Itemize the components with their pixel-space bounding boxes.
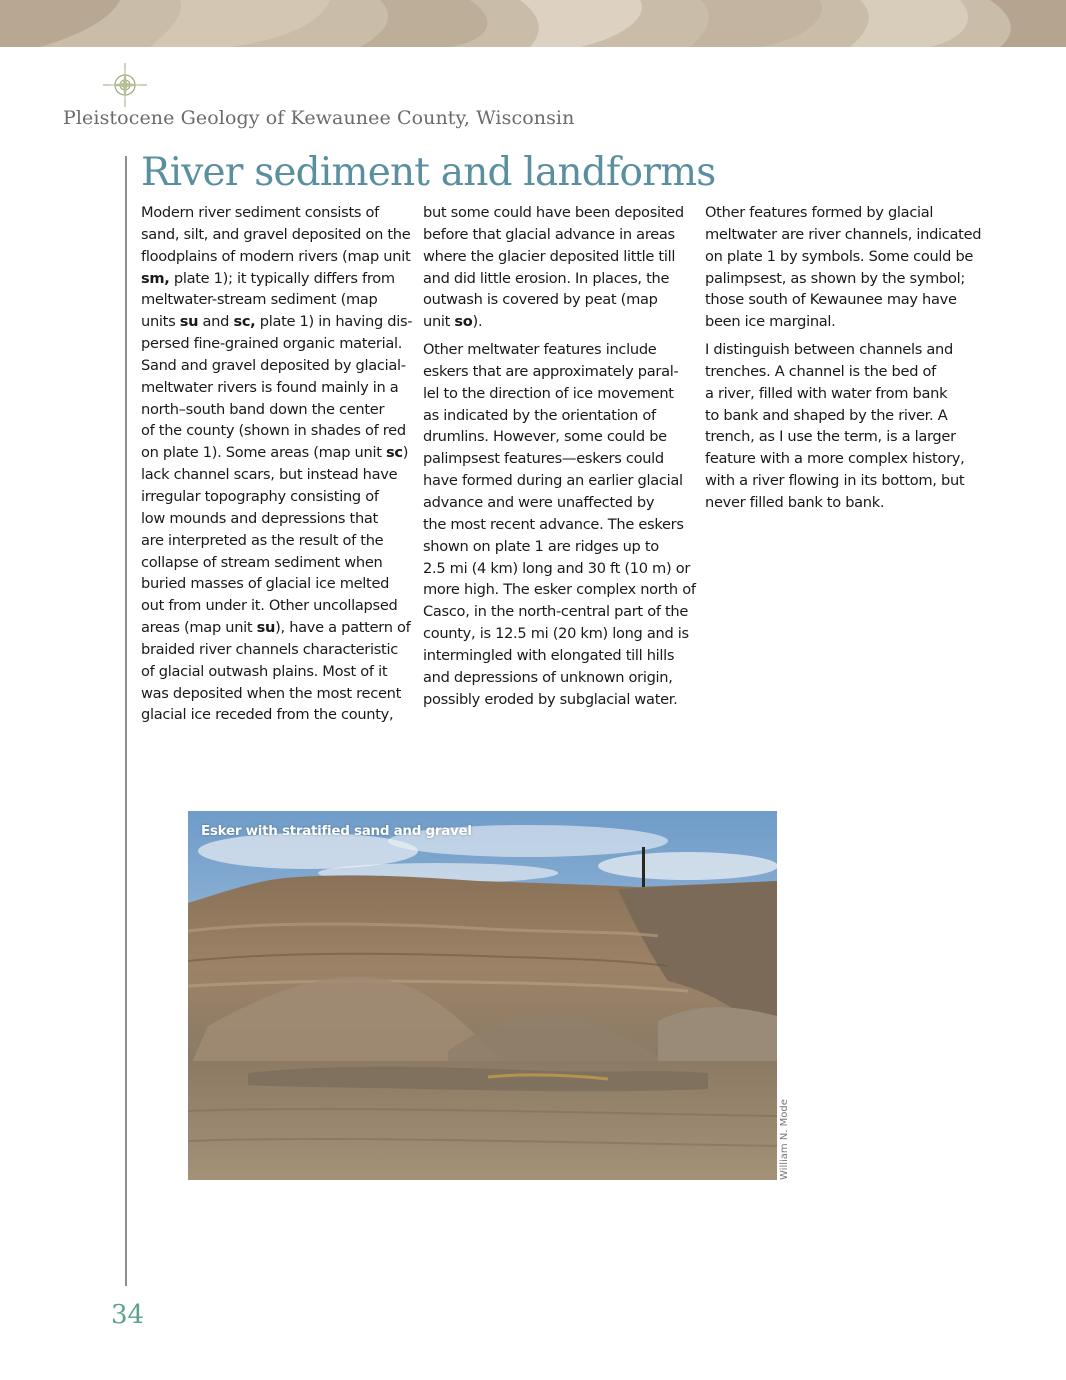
text-line: a river, filled with water from bank [705,384,948,402]
text-line: those south of Kewaunee may have [705,291,957,309]
text-line: of glacial outwash plains. Most of it [141,662,388,680]
page-number: 34 [111,1300,145,1330]
map-unit-code: sm, [141,269,170,287]
text-line: are interpreted as the result of the [141,531,384,549]
figure-caption: Esker with stratified sand and gravel [201,823,472,839]
section-title: River sediment and landforms [141,150,716,195]
text-line: 2.5 mi (4 km) long and 30 ft (10 m) or [423,559,691,577]
text-line: meltwater-stream sediment (map [141,291,378,309]
text-line: where the glacier deposited little till [423,247,676,265]
text-column-1 [141,202,413,726]
text-line: units su and sc, plate 1) in having dis- [141,313,413,331]
text-line: collapse of stream sediment when [141,553,383,571]
text-line: Modern river sediment consists of [141,204,380,221]
map-unit-code: su [256,619,276,637]
text-line: sand, silt, and gravel deposited on the [141,225,411,243]
text-line: advance and were unaffected by [423,493,655,511]
text-line: glacial ice receded from the county, [141,706,394,724]
text-line: unit so). [423,313,483,331]
text-line: eskers that are approximately paral- [423,362,679,380]
map-unit-code: sc [385,444,403,462]
text-line: palimpsest features—eskers could [423,450,664,468]
text-line: trenches. A channel is the bed of [705,362,936,380]
text-line: north–south band down the center [141,400,385,418]
text-line: Sand and gravel deposited by glacial- [141,356,406,374]
text-line: Other meltwater features include [423,341,657,359]
text-line: intermingled with elongated till hills [423,646,675,664]
text-line: braided river channels characteristic [141,640,398,658]
text-column-2 [423,202,696,710]
running-head: Pleistocene Geology of Kewaunee County, Wisconsin [63,107,575,129]
text-line: to bank and shaped by the river. A [705,406,948,424]
text-line: meltwater rivers is found mainly in a [141,378,399,396]
text-line: floodplains of modern rivers (map unit [141,247,411,265]
text-line: drumlins. However, some could be [423,428,667,446]
text-line: and did little erosion. In places, the [423,269,670,287]
map-unit-code: so [454,313,473,331]
compass-rose-icon [103,63,147,107]
text-line: of the county (shown in shades of red [141,422,406,440]
text-line: the most recent advance. The eskers [423,515,684,533]
text-line: trench, as I use the term, is a larger [705,428,956,446]
text-line: was deposited when the most recent [141,684,401,702]
text-line: feature with a more complex history, [705,450,965,468]
text-line: outwash is covered by peat (map [423,291,658,309]
text-line: possibly eroded by subglacial water. [423,690,678,708]
text-line: on plate 1). Some areas (map unit sc) [141,444,409,462]
text-line: as indicated by the orientation of [423,406,656,424]
text-line: shown on plate 1 are ridges up to [423,537,659,555]
map-unit-code: su [179,313,199,331]
text-line: and depressions of unknown origin, [423,668,673,686]
text-line: persed fine-grained organic material. [141,335,403,353]
text-line: buried masses of glacial ice melted [141,575,390,593]
text-line: have formed during an earlier glacial [423,472,683,490]
text-line: low mounds and depressions that [141,509,378,527]
text-column-3 [705,202,980,514]
text-line: lack channel scars, but instead have [141,466,398,484]
text-line: with a river flowing in its bottom, but [705,472,965,490]
text-line: Casco, in the north-central part of the [423,603,689,621]
photo-credit: William N. Mode [779,1099,790,1180]
text-line: areas (map unit su), have a pattern of [141,619,411,637]
esker-photo [188,811,777,1180]
text-line: irregular topography consisting of [141,487,379,505]
map-unit-code: sc, [233,313,256,331]
text-line: Other features formed by glacial [705,204,934,221]
text-line: I distinguish between channels and [705,341,953,359]
text-line: sm, plate 1); it typically differs from [141,269,395,287]
text-line: but some could have been deposited [423,204,684,221]
text-line: never filled bank to bank. [705,493,885,511]
margin-rule [125,156,127,1286]
text-line: meltwater are river channels, indicated [705,225,982,243]
text-line: county, is 12.5 mi (20 km) long and is [423,625,689,643]
text-line: before that glacial advance in areas [423,225,675,243]
decorative-header-band [0,0,1066,47]
text-line: more high. The esker complex north of [423,581,696,599]
text-line: palimpsest, as shown by the symbol; [705,269,966,287]
text-line: lel to the direction of ice movement [423,384,674,402]
text-line: been ice marginal. [705,313,836,331]
text-line: on plate 1 by symbols. Some could be [705,247,974,265]
text-line: out from under it. Other uncollapsed [141,597,398,615]
